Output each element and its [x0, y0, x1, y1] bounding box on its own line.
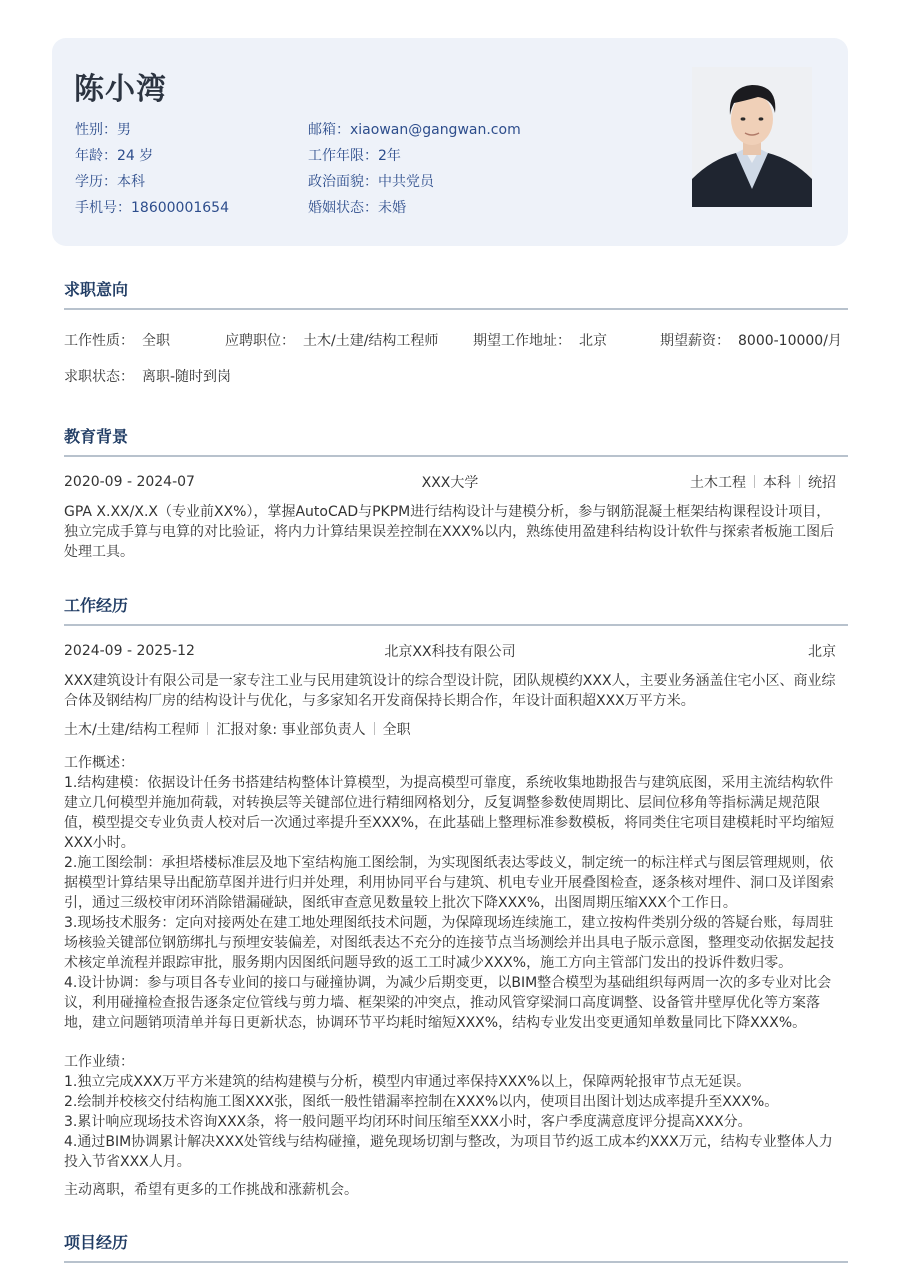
avatar-photo [692, 67, 812, 207]
leave-reason-text: 主动离职，希望有更多的工作挑战和涨薪机会。 [64, 1182, 358, 1198]
age-value: 24 岁 [117, 148, 154, 164]
education-school: XXX大学 [421, 475, 479, 491]
intent-salary [660, 330, 842, 350]
profile-info-right [308, 118, 521, 222]
age-label: 年龄： [75, 148, 117, 164]
intent-location [473, 330, 607, 350]
education-major: 土木工程 [690, 475, 746, 491]
company-intro-line: XXX建筑设计有限公司是一家专注工业与民用建筑设计的综合型设计院，团队规模约XXX人，主要业务涵盖住宅小区、商业综 [64, 673, 836, 689]
education-tags [690, 472, 836, 492]
work-achievement-line: 1.独立完成XXX万平方米建筑的结构建模与分析，模型内审通过率保持XXX%以上，保障两轮报审节点无延误。 [64, 1074, 751, 1090]
work-overview-line: 建立几何模型并施加荷载，对转换层等关键部位进行精细网格划分，反复调整参数使周期比、层间位移角等指标满足规范限 [64, 795, 820, 811]
work-achievements [64, 1052, 839, 1172]
work-achievement-line: 3.累计响应现场技术咨询XXX条，将一般问题平均闭环时间压缩至XXX小时，客户季度满意度评分提高XXX分。 [64, 1114, 752, 1130]
leave-reason [64, 1180, 839, 1200]
marital-status-value: 未婚 [378, 200, 406, 216]
gender-row [75, 118, 229, 144]
profile-info-left [75, 118, 229, 222]
education-degree: 本科 [763, 475, 791, 491]
education-level-value: 本科 [117, 174, 145, 190]
education-description-line: GPA X.XX/X.X（专业前XX%），掌握AutoCAD与PKPM进行结构设计与建模分析，参与钢筋混凝土框架结构课程设计项目， [64, 504, 831, 520]
gender-value: 男 [117, 122, 131, 138]
work-role: 土木/土建/结构工程师 [64, 722, 200, 738]
marital-status-label: 婚姻状态： [308, 200, 378, 216]
work-overview-line: 议，利用碰撞检查报告逐条定位管线与剪力墙、框架梁的冲突点，推动风管穿梁洞口高度调整、设备管井壁厚优化等方案落 [64, 995, 820, 1011]
political-status-value: 中共党员 [378, 174, 434, 190]
work-overview-line: 1.结构建模：依据设计任务书搭建结构整体计算模型，为提高模型可靠度，系统收集地勘报告与建筑底图，采用主流结构软件 [64, 775, 834, 791]
section-title-intent: 求职意向 [64, 280, 129, 299]
intent-position-value: 土木/土建/结构工程师 [303, 333, 439, 349]
phone-row [75, 196, 229, 222]
intent-location-value: 北京 [579, 333, 607, 349]
profile-card [52, 38, 848, 246]
work-period: 2024-09 - 2025-12 [64, 643, 195, 659]
education-level-label: 学历： [75, 174, 117, 190]
work-report-to: 汇报对象: 事业部负责人 [216, 722, 366, 738]
section-title-work: 工作经历 [64, 596, 129, 615]
work-overview-line: 2.施工图绘制：承担塔楼标准层及地下室结构施工图绘制，为实现图纸表达零歧义，制定统一的标注样式与图层管理规则，依 [64, 855, 834, 871]
work-years-value: 2年 [378, 148, 401, 164]
email-label: 邮箱： [308, 122, 350, 138]
intent-salary-value: 8000-10000/月 [738, 333, 842, 349]
intent-position-label: 应聘职位： [225, 333, 295, 349]
education-description-line: 处理工具。 [64, 544, 134, 560]
work-header-row [64, 641, 836, 661]
work-overview-line: 3.现场技术服务：定向对接两处在建工地处理图纸技术问题，为保障现场连续施工，建立按构件类别分级的答疑台账，每周驻 [64, 915, 834, 931]
gender-label: 性别： [75, 122, 117, 138]
work-overview-line: 地，建立问题销项清单并每日更新状态，协调环节平均耗时缩短XXX%，结构专业发出变更通知单数量同比下降XXX%。 [64, 1015, 807, 1031]
phone-label: 手机号： [75, 200, 131, 216]
tag-separator [207, 722, 208, 735]
section-divider [64, 624, 848, 626]
portrait-image [692, 67, 812, 207]
email-row [308, 118, 521, 144]
age-row [75, 144, 229, 170]
section-divider [64, 1261, 848, 1263]
intent-salary-label: 期望薪资： [660, 333, 730, 349]
marital-status-row [308, 196, 521, 222]
work-overview-line: 值，模型提交专业负责人校对后一次通过率提升至XXX%，在此基础上整理标准参数模板，将同类住宅项目建模耗时平均缩短 [64, 815, 835, 831]
intent-position [225, 330, 438, 350]
work-overview-line: 场核验关键部位钢筋绑扎与预埋安装偏差，对图纸表达不充分的连接节点当场测绘并出具电子版示意图，整理变动依据发起技 [64, 935, 834, 951]
work-overview-line: XXX小时。 [64, 835, 135, 851]
intent-work-type-label: 工作性质： [64, 333, 134, 349]
work-overview-line: 术核定单流程并跟踪审批，服务期内因图纸问题导致的返工工时减少XXX%，施工方向主管部门发出的投诉件数归零。 [64, 955, 793, 971]
education-header-row [64, 472, 836, 492]
section-divider [64, 308, 848, 310]
intent-status [64, 366, 231, 386]
work-city: 北京 [808, 644, 836, 660]
intent-location-label: 期望工作地址： [473, 333, 571, 349]
education-level-row [75, 170, 229, 196]
work-job-type: 全职 [382, 722, 411, 738]
work-years-row [308, 144, 521, 170]
tag-separator [799, 475, 800, 488]
political-status-row [308, 170, 521, 196]
tag-separator [374, 722, 375, 735]
work-achievement-line: 工作业绩： [64, 1054, 134, 1070]
tag-separator [754, 475, 755, 488]
work-overview-line: 工作概述： [64, 755, 134, 771]
section-title-project: 项目经历 [64, 1233, 129, 1252]
section-divider [64, 455, 848, 457]
work-achievement-line: 4.通过BIM协调累计解决XXX处管线与结构碰撞，避免现场切割与整改，为项目节约返工成本约XXX万元，结构专业整体人力 [64, 1134, 833, 1150]
work-company: 北京XX科技有限公司 [384, 644, 516, 660]
company-intro [64, 671, 839, 711]
work-overview-line: 据模型计算结果导出配筋草图并进行归并处理，利用协同平台与建筑、机电专业开展叠图检查，逐条核对埋件、洞口及详图索 [64, 875, 834, 891]
intent-work-type [64, 330, 170, 350]
section-title-education: 教育背景 [64, 427, 129, 446]
work-years-label: 工作年限： [308, 148, 378, 164]
political-status-label: 政治面貌： [308, 174, 378, 190]
work-overview-line: 引，通过三级校审闭环消除错漏碰缺，图纸审查意见数量较上批次下降XXX%，出图周期压缩XXX个工作日。 [64, 895, 737, 911]
work-role-tags [64, 719, 836, 739]
email-value: xiaowan@gangwan.com [350, 122, 521, 138]
education-description-line: 独立完成手算与电算的对比验证，将内力计算结果误差控制在XXX%以内，熟练使用盈建科结构设计软件与探索者板施工图后 [64, 524, 835, 540]
intent-status-value: 离职-随时到岗 [142, 369, 232, 385]
work-achievement-line: 2.绘制并校核交付结构施工图XXX张，图纸一般性错漏率控制在XXX%以内，使项目出图计划达成率提升至XXX%。 [64, 1094, 779, 1110]
candidate-name: 陈小湾 [74, 72, 167, 107]
company-intro-line: 合体及钢结构厂房的结构设计与优化，与多家知名开发商保持长期合作，年设计面积超XXX万平方米。 [64, 693, 695, 709]
work-achievement-line: 投入节省XXX人月。 [64, 1154, 191, 1170]
education-period: 2020-09 - 2024-07 [64, 474, 195, 490]
work-overview-line: 4.设计协调：参与项目各专业间的接口与碰撞协调，为减少后期变更，以BIM整合模型为基础组织每两周一次的多专业对比会 [64, 975, 832, 991]
work-overview [64, 753, 839, 1033]
intent-work-type-value: 全职 [142, 333, 170, 349]
intent-status-label: 求职状态： [64, 369, 134, 385]
education-enroll-type: 统招 [808, 475, 836, 491]
education-description [64, 502, 839, 562]
phone-value: 18600001654 [131, 200, 229, 216]
